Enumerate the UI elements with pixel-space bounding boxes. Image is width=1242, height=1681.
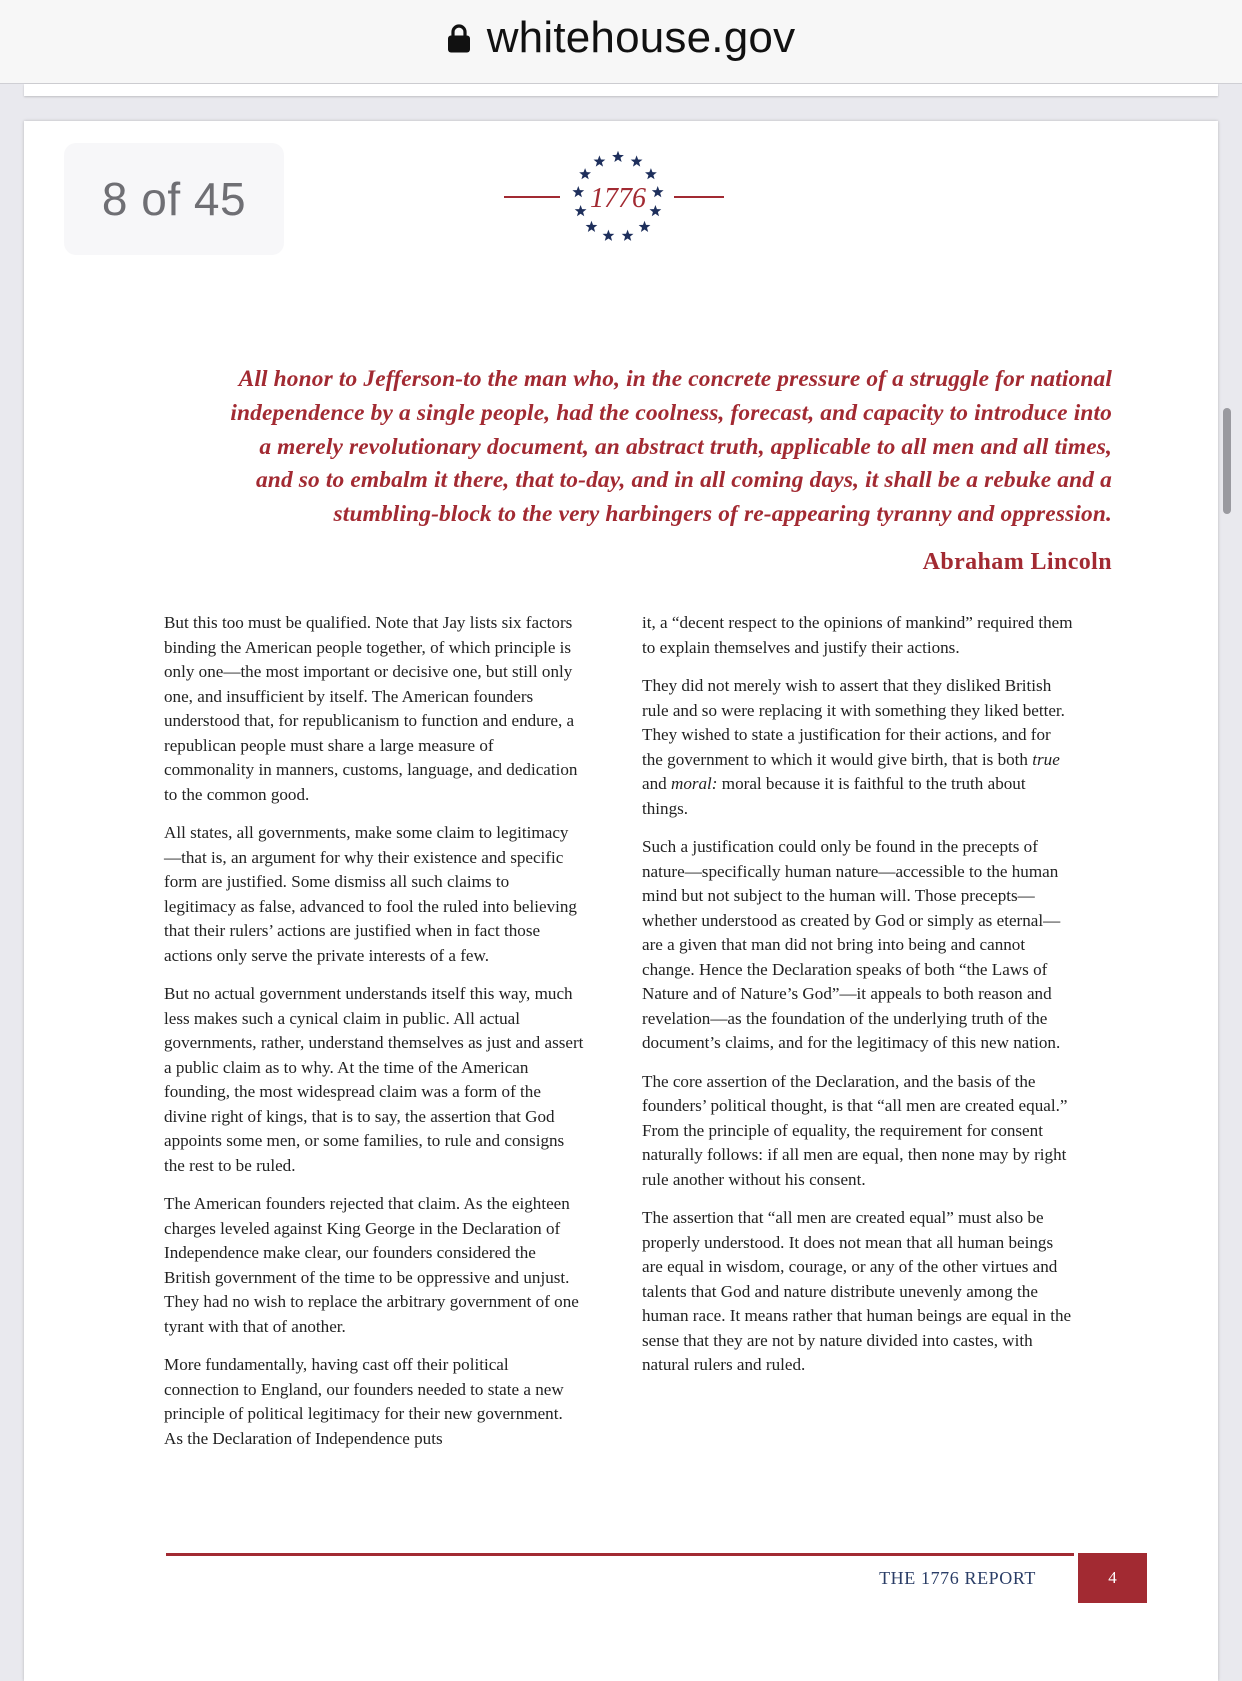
body-paragraph: All states, all governments, make some claim to legitimacy—that is, an argument for why their existence and specific form are justified. Some dismiss all such claims to legitimacy as false, advanced to fool the ruled into believing that their rulers’ actions are justified when in fact those actions only serve the private interests of a few. <box>164 823 577 965</box>
star-icon <box>572 186 584 197</box>
emphasis-true: true <box>1032 749 1060 769</box>
epigraph-line: stumbling-block to the very harbingers of re-appearing tyranny and oppression. <box>333 501 1112 528</box>
url-display[interactable] <box>447 13 796 63</box>
star-icon <box>612 151 624 162</box>
footer-rule <box>166 1553 1074 1556</box>
body-paragraph: Such a justification could only be found in the precepts of nature—specifically human nature—accessible to the human mind but not subject to the human will. Those precepts—whether understood as created by God or simply as eternal—are a given that man did not bring into being and cannot change. Hence the Declaration speaks of both “the Laws of Nature and of Nature’s God”—it appeals to both reason and revelation—as the foundation of the underlying truth of the document’s claims, and for the legitimacy of this new nation. <box>642 837 1061 1052</box>
page-counter-badge <box>64 143 284 255</box>
star-icon <box>645 168 657 179</box>
epigraph-line: independence by a single people, had the coolness, forecast, and capacity to introduce into <box>230 399 1112 426</box>
emblem-1776-logo <box>504 139 764 249</box>
star-icon <box>586 221 598 232</box>
epigraph-line: a merely revolutionary document, an abstract truth, applicable to all men and all times, <box>259 433 1112 460</box>
page-counter-text: 8 of 45 <box>101 173 247 225</box>
body-text: They did not merely wish to assert that they disliked British rule and so were replacing it with something they liked better. They wished to state a justification for their actions, and for the government to which it would give birth, that is both <box>642 676 1065 769</box>
body-paragraph: More fundamentally, having cast off their political connection to England, our founders needed to state a new principle of political legitimacy for their new government. As the Declaration of Independence puts <box>164 1355 564 1448</box>
epigraph-line: All honor to Jefferson-to the man who, in the concrete pressure of a struggle for national <box>238 366 1112 392</box>
body-paragraph: The assertion that “all men are created equal” must also be properly understood. It does not mean that all human beings are equal in wisdom, courage, or any of the other virtues and talents that God and nature distribute unevenly among the human race. It means rather that human beings are equal in the sense that they are not by nature divided into castes, with natural rulers and ruled. <box>642 1208 1072 1374</box>
star-icon <box>650 205 662 216</box>
star-icon <box>575 205 587 216</box>
body-paragraph: The American founders rejected that claim. As the eighteen charges leveled against King George in the Declaration of Independence make clear, our founders considered the British government of the time to be oppressive and unjust. They had no wish to replace the arbitrary government of one tyrant with that of another. <box>164 1194 579 1336</box>
emphasis-moral: moral: <box>670 774 718 793</box>
body-column-left <box>164 611 584 1465</box>
document-page[interactable] <box>24 121 1218 1681</box>
epigraph-line: and so to embalm it there, that to-day, and in all coming days, it shall be a rebuke and a <box>255 467 1112 494</box>
footer-page-number: 4 <box>1078 1553 1147 1603</box>
lock-icon <box>447 23 471 53</box>
star-icon <box>652 186 664 197</box>
body-paragraph: it, a “decent respect to the opinions of mankind” required them to explain themselves and justify their actions. <box>642 613 1073 657</box>
url-text: whitehouse.gov <box>486 12 796 62</box>
epigraph-author: Abraham Lincoln <box>922 549 1112 575</box>
star-icon <box>603 230 615 241</box>
star-icon <box>622 230 634 241</box>
body-text: and <box>642 774 671 793</box>
emblem-year: 1776 <box>590 183 646 214</box>
epigraph-quote <box>136 363 1112 532</box>
footer-report-title: THE 1776 REPORT <box>879 1568 1036 1588</box>
browser-address-bar[interactable] <box>0 0 1242 84</box>
body-paragraph <box>642 674 1074 821</box>
star-icon <box>631 155 643 166</box>
body-paragraph: But this too must be qualified. Note that Jay lists six factors binding the American people together, of which principle is only one—the most important or decisive one, but still only one, and insufficient by itself. The American founders understood that, for republicanism to function and endure, a republican people must share a large measure of commonality in manners, customs, language, and dedication to the common good. <box>164 613 578 804</box>
star-icon <box>579 168 591 179</box>
star-icon <box>639 221 651 232</box>
body-paragraph: The core assertion of the Declaration, and the basis of the founders’ political thought, is that “all men are created equal.” From the principle of equality, the requirement for consent naturally follows: if all men are equal, then none may by right rule another without his consent. <box>642 1071 1068 1189</box>
star-icon <box>594 155 606 166</box>
body-column-right <box>642 611 1074 1392</box>
scrollbar-thumb[interactable] <box>1223 408 1231 514</box>
body-paragraph: But no actual government understands itself this way, much less makes such a cynical claim in public. All actual governments, rather, understand themselves as just and assert a public claim as to why. At the time of the American founding, the most widespread claim was a form of the divine right of kings, that is to say, the assertion that God appoints some men, or some families, to rule and consigns the rest to be ruled. <box>164 984 584 1175</box>
previous-page-edge <box>24 84 1218 96</box>
body-text: moral because it is faithful to the truth about things. <box>642 774 1026 818</box>
